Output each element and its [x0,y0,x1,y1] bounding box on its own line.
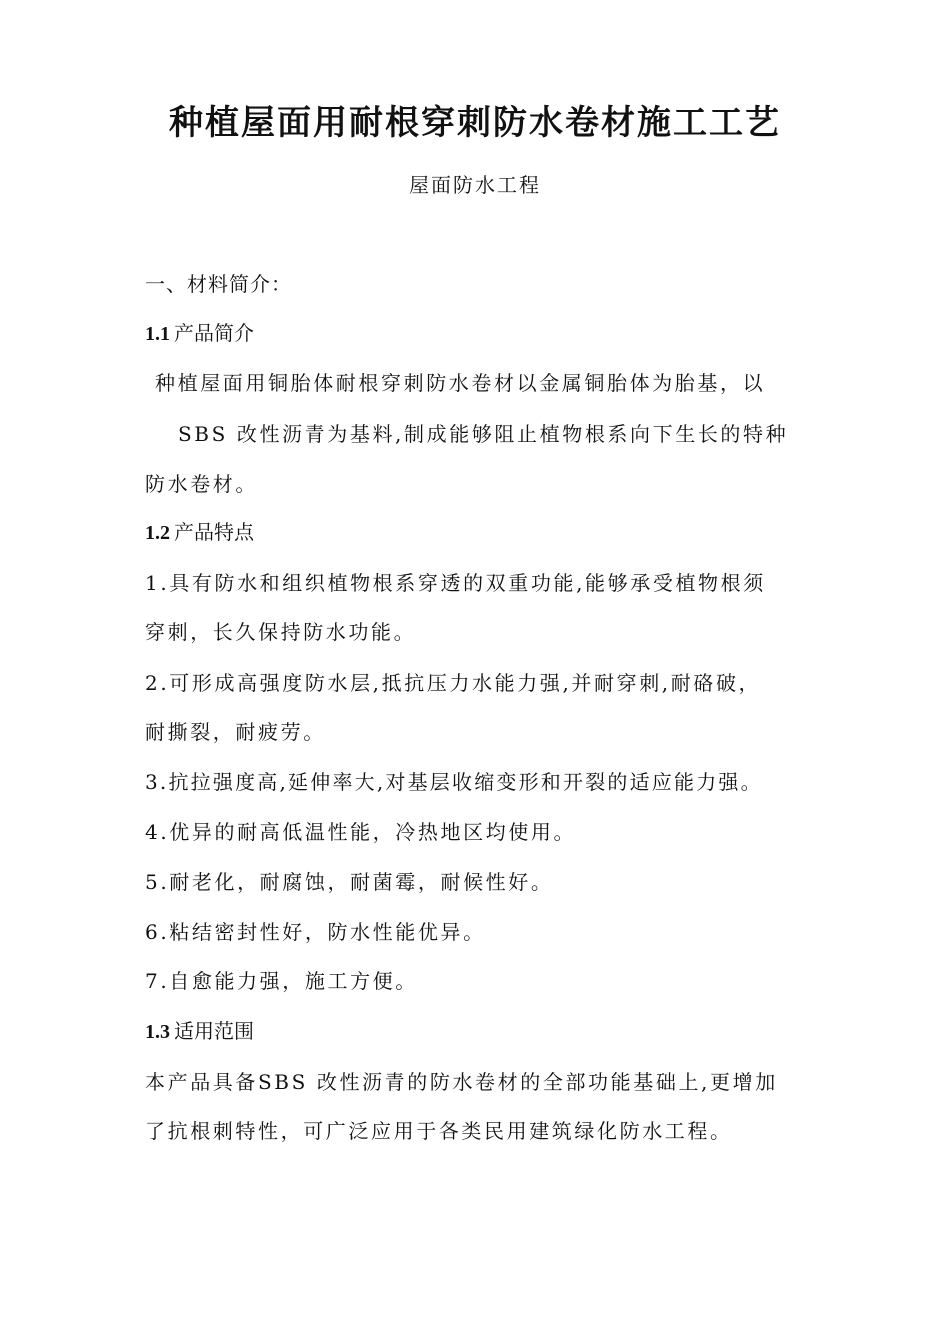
paragraph-line: 防水卷材。 [145,472,258,496]
subsection-heading-1-3 [145,1016,254,1047]
scope-line: 本产品具备SBS 改性沥青的防水卷材的全部功能基础上,更增加 [145,1070,778,1094]
feature-line: 耐撕裂，耐疲劳。 [145,720,326,744]
subsection-number: 1.2 [145,522,170,544]
paragraph-line: 种植屋面用铜胎体耐根穿刺防水卷材以金属铜胎体为胎基，以 [155,371,766,395]
document-subtitle: 屋面防水工程 [409,173,541,197]
paragraph-line: SBS 改性沥青为基料,制成能够阻止植物根系向下生长的特种 [178,422,789,446]
subsection-heading-1-2 [145,517,254,548]
feature-line: 6.粘结密封性好，防水性能优异。 [145,920,486,944]
feature-line: 3.抗拉强度高,延伸率大,对基层收缩变形和开裂的适应能力强。 [145,770,763,794]
document-title: 种植屋面用耐根穿刺防水卷材施工工艺 [169,103,781,143]
subsection-title: 适用范围 [174,1019,254,1043]
feature-line: 5.耐老化，耐腐蚀，耐菌霉，耐候性好。 [145,870,554,894]
subsection-title: 产品特点 [174,520,254,544]
subsection-number: 1.1 [145,323,170,345]
feature-line: 4.优异的耐高低温性能，冷热地区均使用。 [145,820,577,844]
scope-line: 了抗根刺特性，可广泛应用于各类民用建筑绿化防水工程。 [145,1119,733,1143]
feature-line: 穿刺，长久保持防水功能。 [145,620,417,644]
subsection-title: 产品简介 [174,321,254,345]
subsection-heading-1-1 [145,318,254,349]
feature-line: 7.自愈能力强，施工方便。 [145,969,418,993]
subsection-number: 1.3 [145,1021,170,1043]
section-heading-materials: 一、材料简介： [145,272,292,296]
feature-line: 2.可形成高强度防水层,抵抗压力水能力强,并耐穿刺,耐硌破， [145,671,762,695]
feature-line: 1.具有防水和组织植物根系穿透的双重功能,能够承受植物根须 [145,571,766,595]
